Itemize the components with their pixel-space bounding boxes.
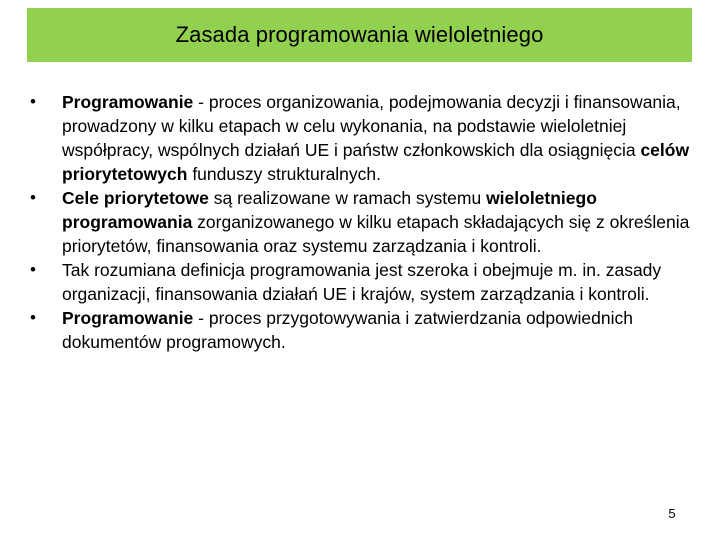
bullet-icon: •: [30, 92, 36, 111]
bullet-text: Tak rozumiana definicja programowania jest szeroka i obejmuje m. in. zasady organizacji, finansowania działań UE i krajów, system zarządzania i kontroli.: [62, 260, 662, 304]
title-bar: [27, 8, 692, 62]
bullet-icon: •: [30, 308, 36, 327]
bullet-list: [30, 90, 702, 354]
bullet-text: funduszy strukturalnych.: [187, 164, 382, 184]
bullet-icon: •: [30, 188, 36, 207]
bullet-bold-text: Cele priorytetowe: [62, 188, 209, 208]
bullet-item: [30, 306, 702, 354]
bullet-text: są realizowane w ramach systemu: [208, 188, 487, 208]
bullet-item: [30, 90, 702, 186]
bullet-text: - proces przygotowywania i zatwierdzania odpowiednich dokumentów programowych.: [62, 308, 633, 352]
bullet-bold-text: Programowanie: [62, 92, 194, 112]
bullet-text: zorganizowanego w kilku etapach składających się z określenia priorytetów, finansowania oraz systemu zarządzania i kontroli.: [62, 212, 690, 256]
bullet-item: [30, 186, 702, 258]
slide-title: Zasada programowania wieloletniego: [175, 22, 544, 47]
bullet-item: [30, 258, 702, 306]
page-number: 5: [668, 506, 676, 521]
bullet-bold-text: Programowanie: [62, 308, 194, 328]
bullet-bold-text: celów priorytetowych: [62, 140, 690, 184]
bullet-text: - proces organizowania, podejmowania decyzji i finansowania, prowadzony w kilku etapach w celu wykonania, na podstawie wieloletniej współpracy, wspólnych działań UE i państw członkowskich dla osiągnięcia: [62, 92, 681, 160]
bullet-bold-text: wieloletniego programowania: [62, 188, 597, 232]
bullet-icon: •: [30, 260, 36, 279]
